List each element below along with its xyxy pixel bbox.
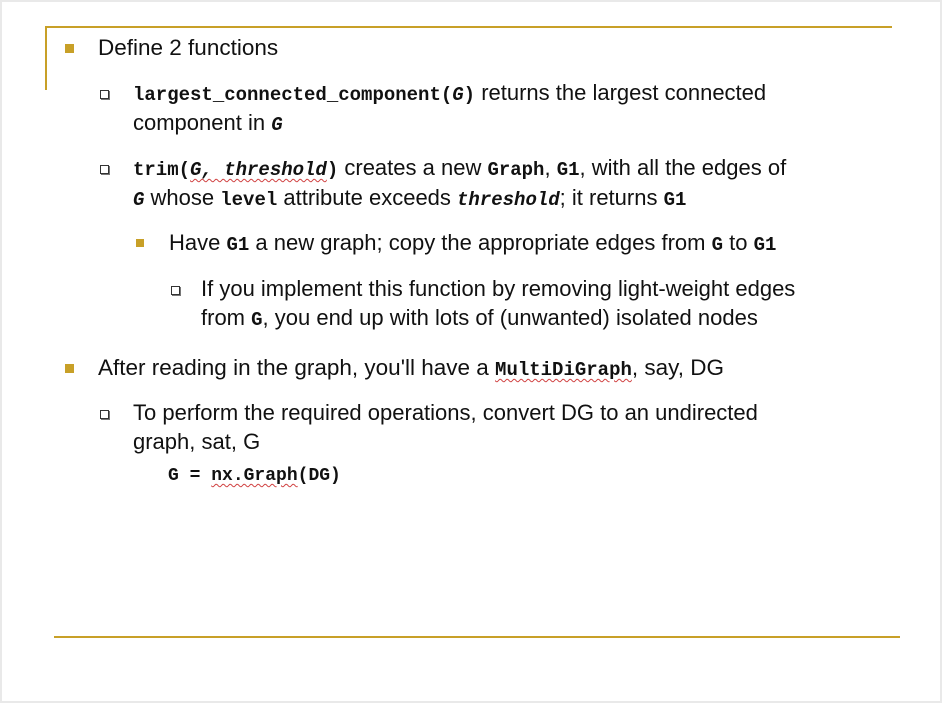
square-bullet-icon [65,364,74,373]
sub-bullet-largest-cc-line2 [133,108,283,140]
code-arg: G [271,114,283,136]
code-example [168,464,341,488]
left-rule [45,26,47,90]
text: , with all the edges of [579,155,787,180]
text: component in [133,110,272,135]
top-rule [45,26,892,28]
code-function-name: trim( [133,159,191,181]
text: , say, DG [631,355,724,380]
code-multidigraph: MultiDiGraph [495,359,632,381]
code-prefix: G = [168,466,212,486]
bullet-define-functions [98,33,278,62]
text: To perform the required operations, convert DG to an undirected [133,400,758,425]
code-function-name: largest_connected_component( [133,84,453,106]
text: to [722,230,754,255]
bottom-rule [54,636,900,638]
code-level: level [220,189,278,211]
text: ; it returns [559,185,664,210]
text: from [201,305,252,330]
code-args: G, threshold [190,159,327,181]
code-close: ) [326,159,339,181]
text: creates a new [338,155,488,180]
hollow-square-bullet-icon [100,410,109,419]
text: returns the largest connected [475,80,767,105]
code-close: ) [463,84,476,106]
sub-bullet-have-g1 [169,228,776,260]
text: attribute exceeds [277,185,458,210]
code-threshold: threshold [457,189,560,211]
code-graph: Graph [487,159,545,181]
code-g: G [133,189,145,211]
code-g: G [251,309,263,331]
text: If you implement this function by removing light-weight edges [201,276,796,301]
code-g1: G1 [226,234,250,256]
code-g: G [711,234,723,256]
sub-bullet-remove-edges [201,274,795,303]
text: , [544,155,557,180]
hollow-square-bullet-icon [100,165,109,174]
sub-bullet-remove-edges-line2 [201,303,758,335]
sub-bullet-largest-cc [133,78,766,110]
text: , you end up with lots of (unwanted) isolated nodes [262,305,758,330]
square-bullet-icon [136,239,144,247]
sub-bullet-convert-line2 [133,427,260,456]
code-g1: G1 [753,234,777,256]
text: graph, sat, G [133,429,261,454]
hollow-square-bullet-icon [100,90,109,99]
sub-bullet-convert [133,398,758,427]
code-call: nx.Graph [211,466,298,486]
text: Have [169,230,227,255]
bullet-text: Define 2 functions [98,35,279,60]
text: whose [144,185,221,210]
sub-bullet-trim-line2 [133,183,686,215]
text: a new graph; copy the appropriate edges from [249,230,712,255]
text: After reading in the graph, you'll have a [98,355,496,380]
code-g1: G1 [556,159,580,181]
code-arg: G [452,84,464,106]
bullet-after-reading [98,353,724,385]
code-suffix: (DG) [297,466,341,486]
sub-bullet-trim [133,153,786,185]
slide [2,2,940,701]
square-bullet-icon [65,44,74,53]
code-g1: G1 [663,189,687,211]
hollow-square-bullet-icon [171,286,180,295]
